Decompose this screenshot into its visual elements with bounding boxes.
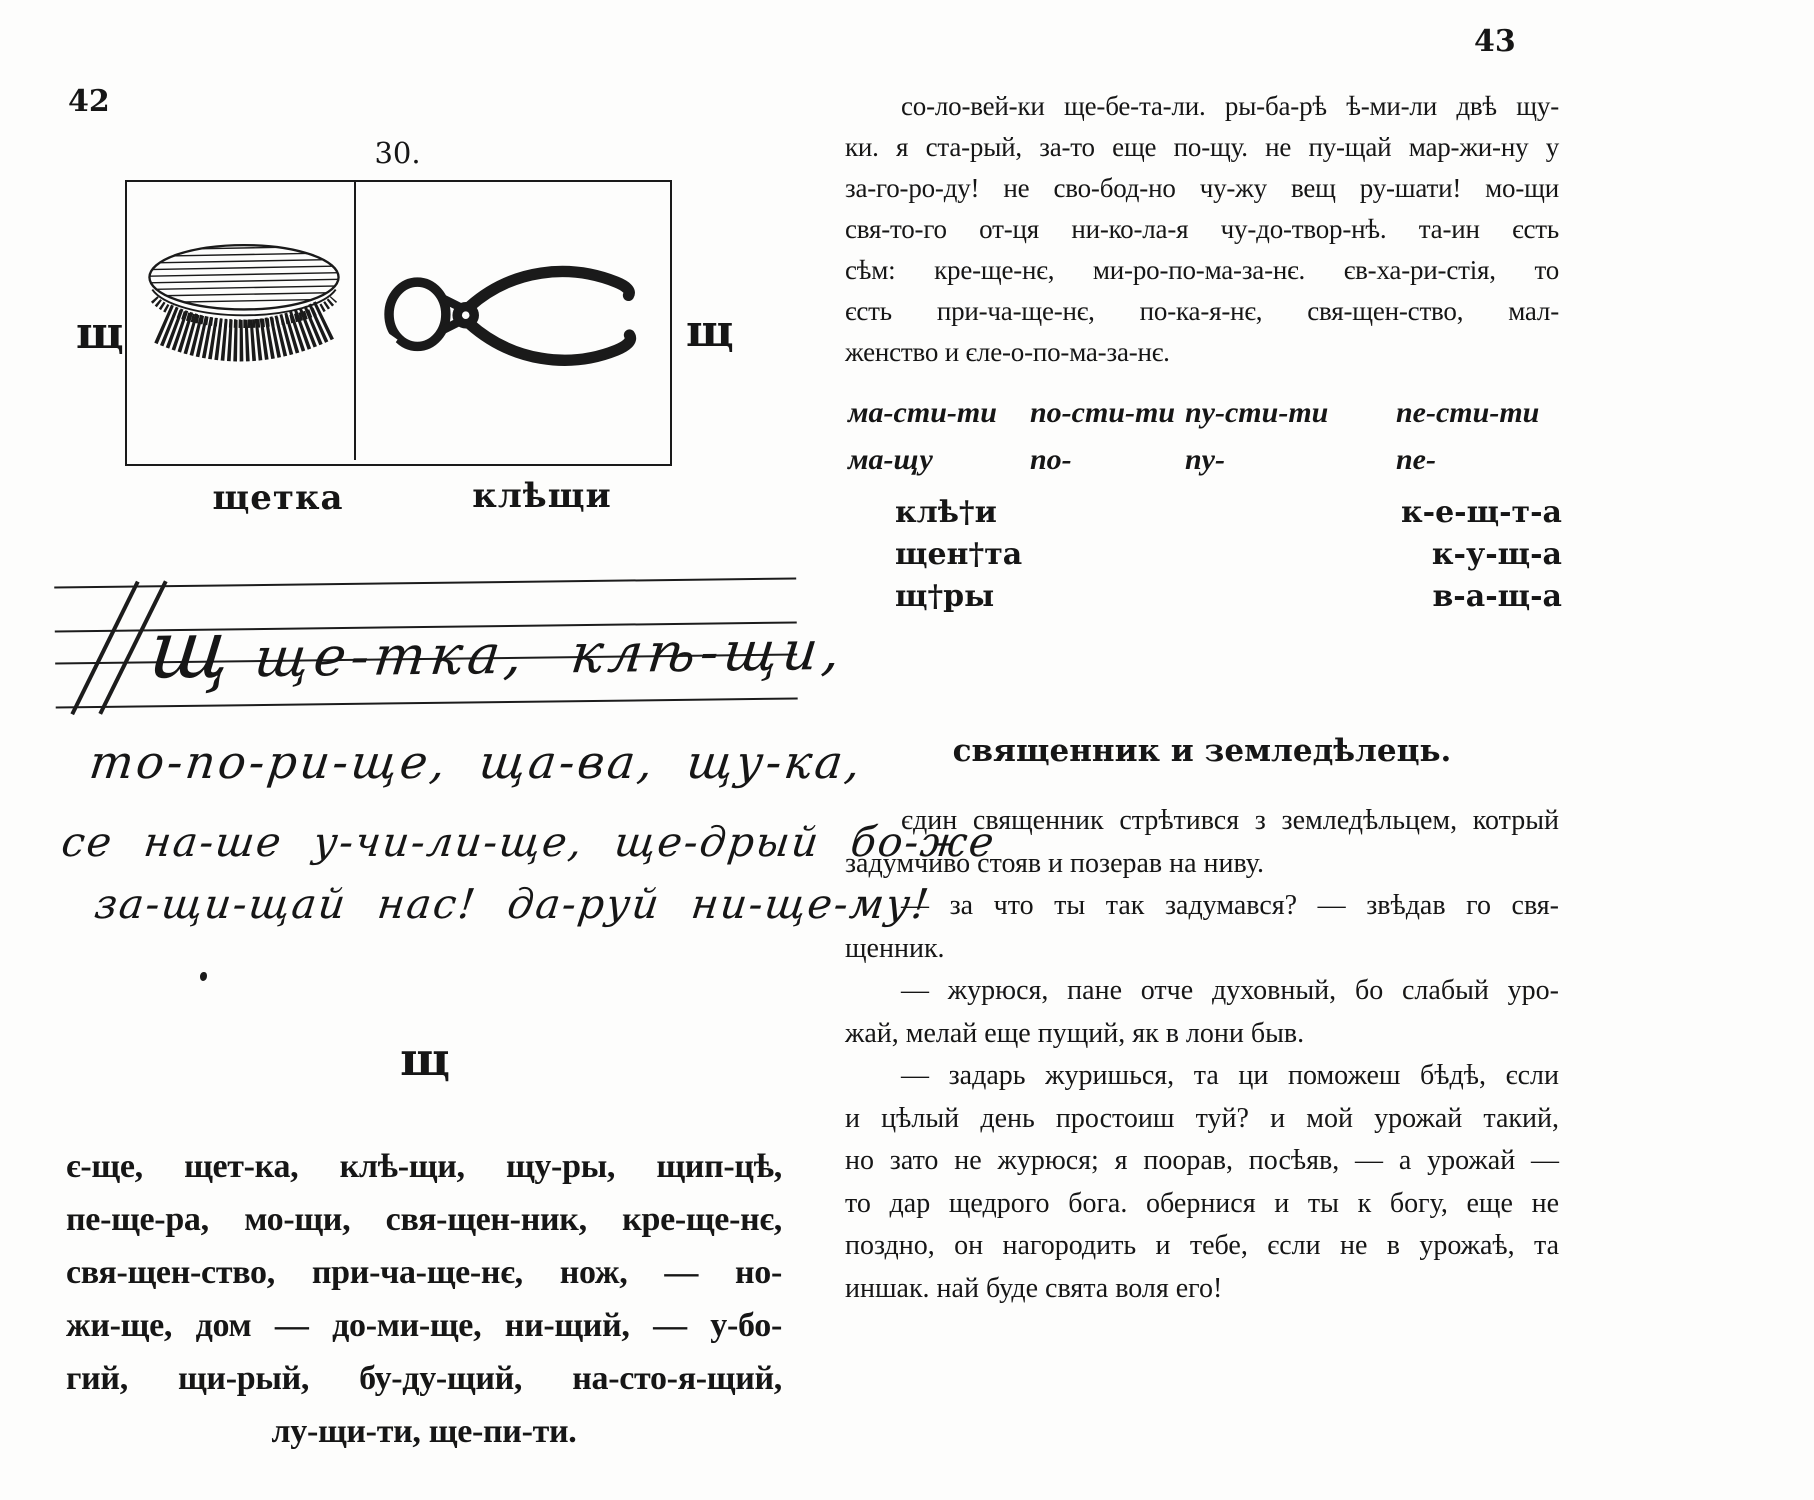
word-list-line: лу-щи-ти, ще-пи-ти. (271, 1413, 577, 1450)
drill-cell: ма-щу (848, 443, 933, 476)
drill-cell: пу- (1185, 443, 1225, 476)
word-list-line: пе-ще-ра, мо-щи, свя-щен-ник, кре-ще-нє, (66, 1201, 782, 1238)
reading-line: ки. я ста-рый, за-то еще по-щу. не пу-щай мар-жи-ну у (845, 132, 1559, 162)
handwriting-initial: щ (144, 602, 236, 697)
story-line: и цѣлый день простоиш туй? и мой урожай такий, (845, 1102, 1559, 1134)
reading-line: за-го-ро-ду! не сво-бод-но чу-жу вещ ру-шати! мо-щи (845, 173, 1559, 203)
letter-shcha-right: щ (686, 306, 734, 357)
fill-item: клѣ†и (895, 495, 997, 530)
penmanship-ruling (54, 577, 849, 714)
caption-pincers: клѣщи (472, 476, 612, 516)
story-line: жай, мелай еще пущий, як в лони быв. (845, 1017, 1305, 1049)
story-line: поздно, он нагородить и тебе, єсли не в урожаѣ, та (845, 1230, 1559, 1261)
word-list-line: жи-ще, дом — до-ми-ще, ни-щий, — у-бо- (66, 1307, 782, 1344)
handwriting-line-4: за-щи-щай нас! да-руй ни-ще-му! (92, 880, 934, 928)
drill-cell: ма-сти-ти (848, 396, 997, 429)
reading-line: свя-то-го от-ця ни-ко-ла-я чу-до-твор-нѣ. та-ин єсть (845, 214, 1559, 244)
drill-cell: пе- (1396, 443, 1436, 476)
page-number-right: 43 (1474, 24, 1516, 59)
story-line: — журюся, пане отче духовный, бо слабый уро- (901, 975, 1559, 1006)
drill-cell: по- (1030, 443, 1072, 476)
drill-cell: пе-сти-ти (1396, 396, 1540, 429)
reading-line: со-ло-вей-ки ще-бе-та-ли. ры-ба-рѣ ѣ-ми-ли двѣ щу- (901, 91, 1559, 121)
caption-brush: щетка (212, 478, 344, 518)
story-line: но зато не журюся; я поорав, посѣяв, — а урожай — (845, 1145, 1559, 1176)
fill-item: щ†ры (895, 579, 995, 614)
fill-answer: к-у-щ-а (1431, 537, 1562, 572)
story-line: задумчиво стояв и позерав на ниву. (845, 847, 1264, 879)
word-list-line: гий, щи-рый, бу-ду-щий, на-сто-я-щий, (66, 1360, 782, 1397)
section-letter: щ (400, 1032, 450, 1086)
story-text (845, 800, 1559, 1310)
handwriting-line-3: се на-ше у-чи-ли-ще, ще-дрый бо-же (59, 818, 999, 866)
story-line: щенник. (845, 932, 945, 964)
drill-cell: пу-сти-ти (1185, 396, 1329, 429)
letter-shcha-left: щ (76, 308, 124, 359)
handwriting-line-1: щ ще-тка, клѣ-щи, (144, 602, 849, 697)
word-list (66, 1140, 782, 1458)
story-line: — задарь журишься, та ци поможеш бѣдѣ, єсли (901, 1060, 1559, 1091)
word-list-line: є-ще, щет-ка, клѣ-щи, щу-ры, щип-цѣ, (66, 1148, 782, 1185)
figure-divider (354, 182, 356, 460)
ruling-line (56, 697, 798, 708)
story-line: то дар щедрого бога. обернися и ты к богу, еще не (845, 1187, 1559, 1219)
story-title: священник и земледѣлець. (952, 733, 1452, 769)
story-line: єдин священник стрѣтився з земледѣльцем, котрый (901, 805, 1559, 836)
reading-line: сѣм: кре-ще-нє, ми-ро-по-ма-за-нє. єв-ха-ри-стія, то (845, 255, 1559, 285)
fill-answer: в-а-щ-а (1432, 579, 1562, 614)
story-line: — за что ты так задумався? — звѣдав го свя- (901, 890, 1559, 921)
story-line: иншак. най буде свята воля его! (845, 1272, 1223, 1304)
brush-illustration (140, 228, 348, 388)
ink-dot (200, 972, 207, 981)
drill-cell: по-сти-ти (1030, 396, 1176, 429)
word-list-line: свя-щен-ство, при-ча-ще-нє, нож, — но- (66, 1254, 782, 1291)
reading-line: єсть при-ча-ще-нє, по-ка-я-нє, свя-щен-ство, мал- (845, 296, 1559, 326)
page-number-left: 42 (68, 84, 110, 119)
reading-paragraph (845, 86, 1559, 373)
fill-answer: к-е-щ-т-а (1400, 495, 1562, 530)
figure-number: 30. (374, 136, 421, 170)
fill-item: щен†та (895, 537, 1023, 572)
pincers-illustration (372, 245, 656, 393)
reading-line: женство и єле-о-по-ма-за-нє. (845, 337, 1170, 367)
handwriting-line-2: то-по-ри-ще, ща-ва, щу-ка, (86, 735, 867, 789)
